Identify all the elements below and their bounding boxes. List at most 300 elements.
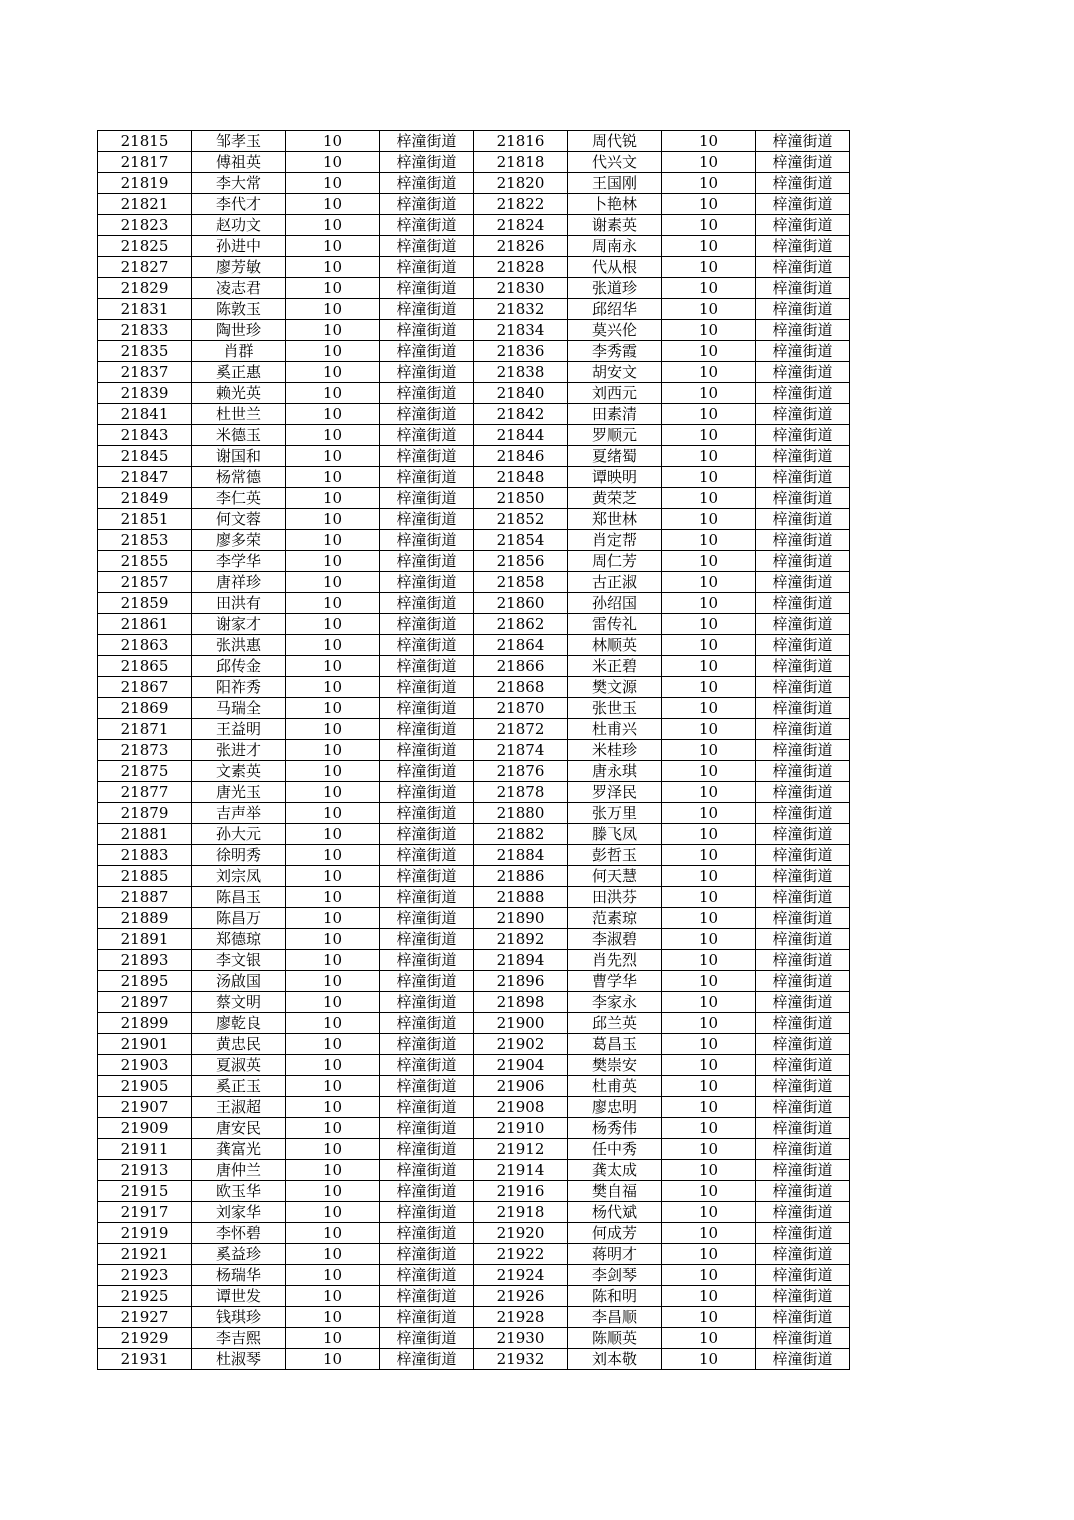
amount-cell: 10 — [286, 194, 380, 215]
amount-cell: 10 — [286, 131, 380, 152]
name-cell: 陈敦玉 — [192, 299, 286, 320]
street-cell: 梓潼街道 — [756, 1265, 850, 1286]
street-cell: 梓潼街道 — [756, 425, 850, 446]
id-cell: 21817 — [98, 152, 192, 173]
id-cell: 21835 — [98, 341, 192, 362]
amount-cell: 10 — [662, 1139, 756, 1160]
id-cell: 21857 — [98, 572, 192, 593]
table-row — [98, 194, 850, 215]
amount-cell: 10 — [662, 173, 756, 194]
amount-cell: 10 — [662, 425, 756, 446]
name-cell: 邱绍华 — [568, 299, 662, 320]
street-cell: 梓潼街道 — [756, 488, 850, 509]
amount-cell: 10 — [662, 551, 756, 572]
street-cell: 梓潼街道 — [380, 635, 474, 656]
street-cell: 梓潼街道 — [756, 572, 850, 593]
id-cell: 21878 — [474, 782, 568, 803]
amount-cell: 10 — [662, 509, 756, 530]
amount-cell: 10 — [662, 1097, 756, 1118]
id-cell: 21889 — [98, 908, 192, 929]
id-cell: 21838 — [474, 362, 568, 383]
amount-cell: 10 — [662, 1076, 756, 1097]
amount-cell: 10 — [662, 467, 756, 488]
table-row — [98, 530, 850, 551]
street-cell: 梓潼街道 — [756, 236, 850, 257]
street-cell: 梓潼街道 — [756, 1118, 850, 1139]
amount-cell: 10 — [662, 908, 756, 929]
name-cell: 樊文源 — [568, 677, 662, 698]
amount-cell: 10 — [286, 1076, 380, 1097]
id-cell: 21914 — [474, 1160, 568, 1181]
amount-cell: 10 — [286, 488, 380, 509]
table-row — [98, 887, 850, 908]
street-cell: 梓潼街道 — [756, 992, 850, 1013]
street-cell: 梓潼街道 — [756, 215, 850, 236]
amount-cell: 10 — [662, 1223, 756, 1244]
id-cell: 21910 — [474, 1118, 568, 1139]
name-cell: 廖忠明 — [568, 1097, 662, 1118]
id-cell: 21842 — [474, 404, 568, 425]
table-row — [98, 383, 850, 404]
street-cell: 梓潼街道 — [380, 1349, 474, 1370]
street-cell: 梓潼街道 — [380, 1307, 474, 1328]
id-cell: 21884 — [474, 845, 568, 866]
amount-cell: 10 — [286, 1013, 380, 1034]
id-cell: 21818 — [474, 152, 568, 173]
street-cell: 梓潼街道 — [380, 782, 474, 803]
street-cell: 梓潼街道 — [756, 467, 850, 488]
amount-cell: 10 — [662, 1118, 756, 1139]
amount-cell: 10 — [662, 677, 756, 698]
amount-cell: 10 — [662, 803, 756, 824]
table-row — [98, 257, 850, 278]
name-cell: 雷传礼 — [568, 614, 662, 635]
name-cell: 王益明 — [192, 719, 286, 740]
amount-cell: 10 — [286, 1160, 380, 1181]
name-cell: 唐祥珍 — [192, 572, 286, 593]
street-cell: 梓潼街道 — [380, 614, 474, 635]
id-cell: 21931 — [98, 1349, 192, 1370]
amount-cell: 10 — [662, 1328, 756, 1349]
name-cell: 李家永 — [568, 992, 662, 1013]
id-cell: 21924 — [474, 1265, 568, 1286]
amount-cell: 10 — [286, 1328, 380, 1349]
name-cell: 奚正玉 — [192, 1076, 286, 1097]
name-cell: 蔡文明 — [192, 992, 286, 1013]
street-cell: 梓潼街道 — [380, 257, 474, 278]
name-cell: 古正淑 — [568, 572, 662, 593]
id-cell: 21871 — [98, 719, 192, 740]
table-row — [98, 593, 850, 614]
table-row — [98, 572, 850, 593]
id-cell: 21907 — [98, 1097, 192, 1118]
name-cell: 黄忠民 — [192, 1034, 286, 1055]
id-cell: 21827 — [98, 257, 192, 278]
amount-cell: 10 — [286, 257, 380, 278]
id-cell: 21894 — [474, 950, 568, 971]
table-row — [98, 1265, 850, 1286]
amount-cell: 10 — [662, 404, 756, 425]
name-cell: 阳祚秀 — [192, 677, 286, 698]
street-cell: 梓潼街道 — [380, 698, 474, 719]
amount-cell: 10 — [286, 614, 380, 635]
name-cell: 米德玉 — [192, 425, 286, 446]
street-cell: 梓潼街道 — [756, 341, 850, 362]
amount-cell: 10 — [662, 761, 756, 782]
name-cell: 卜艳林 — [568, 194, 662, 215]
amount-cell: 10 — [286, 1034, 380, 1055]
id-cell: 21883 — [98, 845, 192, 866]
table-row — [98, 803, 850, 824]
amount-cell: 10 — [286, 299, 380, 320]
id-cell: 21886 — [474, 866, 568, 887]
id-cell: 21825 — [98, 236, 192, 257]
street-cell: 梓潼街道 — [380, 131, 474, 152]
street-cell: 梓潼街道 — [380, 446, 474, 467]
table-row — [98, 1160, 850, 1181]
id-cell: 21853 — [98, 530, 192, 551]
amount-cell: 10 — [286, 803, 380, 824]
id-cell: 21929 — [98, 1328, 192, 1349]
street-cell: 梓潼街道 — [380, 740, 474, 761]
street-cell: 梓潼街道 — [380, 299, 474, 320]
amount-cell: 10 — [286, 1244, 380, 1265]
amount-cell: 10 — [286, 362, 380, 383]
street-cell: 梓潼街道 — [756, 509, 850, 530]
amount-cell: 10 — [286, 887, 380, 908]
street-cell: 梓潼街道 — [756, 887, 850, 908]
id-cell: 21859 — [98, 593, 192, 614]
name-cell: 邹孝玉 — [192, 131, 286, 152]
name-cell: 杜淑琴 — [192, 1349, 286, 1370]
table-row — [98, 1223, 850, 1244]
amount-cell: 10 — [662, 572, 756, 593]
table-row — [98, 1076, 850, 1097]
id-cell: 21920 — [474, 1223, 568, 1244]
id-cell: 21870 — [474, 698, 568, 719]
street-cell: 梓潼街道 — [380, 1034, 474, 1055]
name-cell: 周代锐 — [568, 131, 662, 152]
id-cell: 21882 — [474, 824, 568, 845]
name-cell: 黄荣芝 — [568, 488, 662, 509]
amount-cell: 10 — [286, 1307, 380, 1328]
id-cell: 21856 — [474, 551, 568, 572]
amount-cell: 10 — [286, 1139, 380, 1160]
amount-cell: 10 — [662, 215, 756, 236]
street-cell: 梓潼街道 — [756, 593, 850, 614]
id-cell: 21899 — [98, 1013, 192, 1034]
name-cell: 夏绪蜀 — [568, 446, 662, 467]
name-cell: 奚正惠 — [192, 362, 286, 383]
amount-cell: 10 — [286, 761, 380, 782]
street-cell: 梓潼街道 — [380, 1223, 474, 1244]
name-cell: 陈和明 — [568, 1286, 662, 1307]
name-cell: 王淑超 — [192, 1097, 286, 1118]
table-row — [98, 1244, 850, 1265]
street-cell: 梓潼街道 — [380, 887, 474, 908]
street-cell: 梓潼街道 — [756, 824, 850, 845]
name-cell: 龚太成 — [568, 1160, 662, 1181]
name-cell: 何文蓉 — [192, 509, 286, 530]
amount-cell: 10 — [662, 1244, 756, 1265]
table-row — [98, 1139, 850, 1160]
amount-cell: 10 — [286, 656, 380, 677]
table-row — [98, 824, 850, 845]
amount-cell: 10 — [662, 971, 756, 992]
street-cell: 梓潼街道 — [756, 194, 850, 215]
name-cell: 李昌顺 — [568, 1307, 662, 1328]
id-cell: 21916 — [474, 1181, 568, 1202]
table-row — [98, 1034, 850, 1055]
table-row — [98, 782, 850, 803]
amount-cell: 10 — [662, 1034, 756, 1055]
name-cell: 刘西元 — [568, 383, 662, 404]
id-cell: 21854 — [474, 530, 568, 551]
street-cell: 梓潼街道 — [756, 1202, 850, 1223]
table-row — [98, 1013, 850, 1034]
street-cell: 梓潼街道 — [756, 383, 850, 404]
street-cell: 梓潼街道 — [380, 572, 474, 593]
amount-cell: 10 — [662, 446, 756, 467]
amount-cell: 10 — [286, 1181, 380, 1202]
id-cell: 21816 — [474, 131, 568, 152]
table-row — [98, 320, 850, 341]
street-cell: 梓潼街道 — [380, 908, 474, 929]
amount-cell: 10 — [662, 488, 756, 509]
name-cell: 谢国和 — [192, 446, 286, 467]
street-cell: 梓潼街道 — [756, 278, 850, 299]
name-cell: 唐安民 — [192, 1118, 286, 1139]
id-cell: 21862 — [474, 614, 568, 635]
street-cell: 梓潼街道 — [380, 404, 474, 425]
table-row — [98, 656, 850, 677]
street-cell: 梓潼街道 — [380, 488, 474, 509]
name-cell: 欧玉华 — [192, 1181, 286, 1202]
id-cell: 21927 — [98, 1307, 192, 1328]
table-row — [98, 152, 850, 173]
amount-cell: 10 — [286, 152, 380, 173]
id-cell: 21887 — [98, 887, 192, 908]
amount-cell: 10 — [662, 1265, 756, 1286]
name-cell: 李怀碧 — [192, 1223, 286, 1244]
name-cell: 刘本敬 — [568, 1349, 662, 1370]
name-cell: 莫兴伦 — [568, 320, 662, 341]
id-cell: 21904 — [474, 1055, 568, 1076]
id-cell: 21926 — [474, 1286, 568, 1307]
name-cell: 葛昌玉 — [568, 1034, 662, 1055]
amount-cell: 10 — [286, 719, 380, 740]
name-cell: 谭世发 — [192, 1286, 286, 1307]
street-cell: 梓潼街道 — [380, 761, 474, 782]
id-cell: 21928 — [474, 1307, 568, 1328]
id-cell: 21930 — [474, 1328, 568, 1349]
name-cell: 夏淑英 — [192, 1055, 286, 1076]
amount-cell: 10 — [662, 383, 756, 404]
id-cell: 21849 — [98, 488, 192, 509]
table-row — [98, 173, 850, 194]
name-cell: 杜世兰 — [192, 404, 286, 425]
amount-cell: 10 — [662, 1013, 756, 1034]
street-cell: 梓潼街道 — [756, 677, 850, 698]
id-cell: 21836 — [474, 341, 568, 362]
name-cell: 赖光英 — [192, 383, 286, 404]
id-cell: 21885 — [98, 866, 192, 887]
id-cell: 21823 — [98, 215, 192, 236]
street-cell: 梓潼街道 — [380, 1202, 474, 1223]
id-cell: 21908 — [474, 1097, 568, 1118]
name-cell: 田素清 — [568, 404, 662, 425]
street-cell: 梓潼街道 — [756, 1097, 850, 1118]
name-cell: 陈顺英 — [568, 1328, 662, 1349]
street-cell: 梓潼街道 — [380, 950, 474, 971]
table-row — [98, 992, 850, 1013]
amount-cell: 10 — [662, 719, 756, 740]
street-cell: 梓潼街道 — [756, 1286, 850, 1307]
id-cell: 21851 — [98, 509, 192, 530]
name-cell: 郑世林 — [568, 509, 662, 530]
id-cell: 21821 — [98, 194, 192, 215]
street-cell: 梓潼街道 — [756, 635, 850, 656]
id-cell: 21875 — [98, 761, 192, 782]
table-row — [98, 614, 850, 635]
name-cell: 郑德琼 — [192, 929, 286, 950]
id-cell: 21843 — [98, 425, 192, 446]
id-cell: 21915 — [98, 1181, 192, 1202]
id-cell: 21917 — [98, 1202, 192, 1223]
amount-cell: 10 — [662, 278, 756, 299]
id-cell: 21852 — [474, 509, 568, 530]
roster-table-body — [98, 131, 850, 1370]
table-row — [98, 1055, 850, 1076]
street-cell: 梓潼街道 — [756, 1034, 850, 1055]
street-cell: 梓潼街道 — [380, 1244, 474, 1265]
name-cell: 田洪芬 — [568, 887, 662, 908]
name-cell: 肖群 — [192, 341, 286, 362]
amount-cell: 10 — [286, 929, 380, 950]
name-cell: 李大常 — [192, 173, 286, 194]
street-cell: 梓潼街道 — [380, 194, 474, 215]
street-cell: 梓潼街道 — [380, 236, 474, 257]
street-cell: 梓潼街道 — [756, 446, 850, 467]
id-cell: 21912 — [474, 1139, 568, 1160]
name-cell: 杜甫英 — [568, 1076, 662, 1097]
id-cell: 21903 — [98, 1055, 192, 1076]
street-cell: 梓潼街道 — [380, 173, 474, 194]
amount-cell: 10 — [662, 1307, 756, 1328]
street-cell: 梓潼街道 — [380, 824, 474, 845]
id-cell: 21888 — [474, 887, 568, 908]
amount-cell: 10 — [286, 677, 380, 698]
id-cell: 21826 — [474, 236, 568, 257]
id-cell: 21901 — [98, 1034, 192, 1055]
table-row — [98, 929, 850, 950]
table-row — [98, 1202, 850, 1223]
street-cell: 梓潼街道 — [380, 1181, 474, 1202]
street-cell: 梓潼街道 — [756, 803, 850, 824]
name-cell: 陶世珍 — [192, 320, 286, 341]
street-cell: 梓潼街道 — [380, 1097, 474, 1118]
id-cell: 21845 — [98, 446, 192, 467]
street-cell: 梓潼街道 — [380, 992, 474, 1013]
name-cell: 孙绍国 — [568, 593, 662, 614]
name-cell: 徐明秀 — [192, 845, 286, 866]
id-cell: 21881 — [98, 824, 192, 845]
name-cell: 杨常德 — [192, 467, 286, 488]
amount-cell: 10 — [286, 509, 380, 530]
id-cell: 21918 — [474, 1202, 568, 1223]
amount-cell: 10 — [286, 1265, 380, 1286]
name-cell: 陈昌万 — [192, 908, 286, 929]
name-cell: 李淑碧 — [568, 929, 662, 950]
street-cell: 梓潼街道 — [756, 530, 850, 551]
name-cell: 樊崇安 — [568, 1055, 662, 1076]
id-cell: 21896 — [474, 971, 568, 992]
id-cell: 21834 — [474, 320, 568, 341]
street-cell: 梓潼街道 — [380, 1055, 474, 1076]
name-cell: 谢家才 — [192, 614, 286, 635]
name-cell: 陈昌玉 — [192, 887, 286, 908]
id-cell: 21925 — [98, 1286, 192, 1307]
amount-cell: 10 — [662, 866, 756, 887]
amount-cell: 10 — [662, 236, 756, 257]
name-cell: 唐永琪 — [568, 761, 662, 782]
id-cell: 21872 — [474, 719, 568, 740]
id-cell: 21867 — [98, 677, 192, 698]
name-cell: 钱琪珍 — [192, 1307, 286, 1328]
street-cell: 梓潼街道 — [380, 866, 474, 887]
id-cell: 21868 — [474, 677, 568, 698]
street-cell: 梓潼街道 — [380, 1118, 474, 1139]
street-cell: 梓潼街道 — [380, 1013, 474, 1034]
amount-cell: 10 — [286, 908, 380, 929]
amount-cell: 10 — [662, 1055, 756, 1076]
id-cell: 21880 — [474, 803, 568, 824]
amount-cell: 10 — [286, 593, 380, 614]
street-cell: 梓潼街道 — [380, 425, 474, 446]
name-cell: 周仁芳 — [568, 551, 662, 572]
name-cell: 李秀霞 — [568, 341, 662, 362]
id-cell: 21893 — [98, 950, 192, 971]
table-row — [98, 950, 850, 971]
id-cell: 21921 — [98, 1244, 192, 1265]
amount-cell: 10 — [662, 320, 756, 341]
id-cell: 21824 — [474, 215, 568, 236]
amount-cell: 10 — [662, 1349, 756, 1370]
id-cell: 21847 — [98, 467, 192, 488]
amount-cell: 10 — [286, 425, 380, 446]
street-cell: 梓潼街道 — [380, 929, 474, 950]
name-cell: 何成芳 — [568, 1223, 662, 1244]
street-cell: 梓潼街道 — [380, 593, 474, 614]
name-cell: 杜甫兴 — [568, 719, 662, 740]
id-cell: 21864 — [474, 635, 568, 656]
id-cell: 21831 — [98, 299, 192, 320]
table-row — [98, 299, 850, 320]
id-cell: 21828 — [474, 257, 568, 278]
name-cell: 李吉熙 — [192, 1328, 286, 1349]
name-cell: 罗泽民 — [568, 782, 662, 803]
table-row — [98, 845, 850, 866]
table-row — [98, 446, 850, 467]
amount-cell: 10 — [662, 698, 756, 719]
name-cell: 蒋明才 — [568, 1244, 662, 1265]
amount-cell: 10 — [286, 341, 380, 362]
amount-cell: 10 — [286, 467, 380, 488]
street-cell: 梓潼街道 — [756, 362, 850, 383]
street-cell: 梓潼街道 — [756, 1244, 850, 1265]
street-cell: 梓潼街道 — [380, 278, 474, 299]
street-cell: 梓潼街道 — [756, 845, 850, 866]
